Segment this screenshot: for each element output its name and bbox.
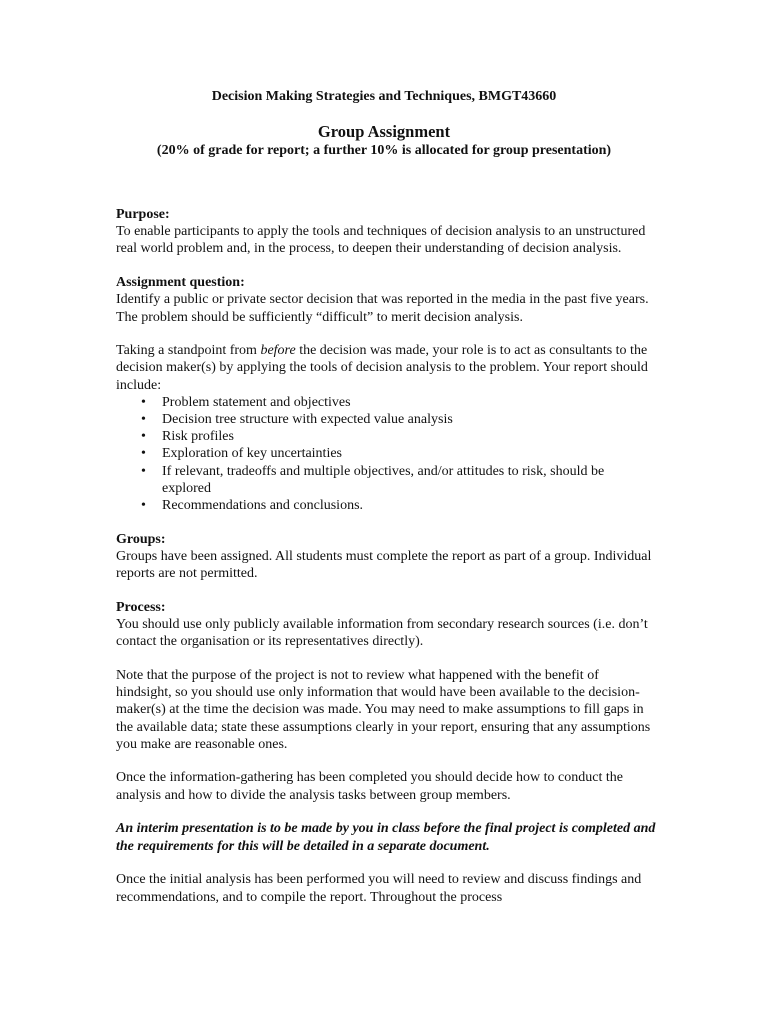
list-item: • Risk profiles bbox=[162, 428, 656, 445]
report-requirements-list bbox=[116, 394, 656, 514]
process-paragraph-1: You should use only publicly available information from secondary research sources (i.e. don’t contact the organisation or its representatives directly). bbox=[116, 617, 648, 650]
standpoint-text-end: the decision was made, your role is to act as consultants to the decision maker(s) by applying the tools of decision analysis to the problem. Your report should include: bbox=[116, 343, 648, 393]
list-item: • Exploration of key uncertainties bbox=[162, 445, 656, 462]
process-paragraph-4: Once the initial analysis has been performed you will need to review and discuss findings and recommendations, and to compile the report. Throughout the process bbox=[116, 872, 642, 905]
page-title: Group Assignment bbox=[317, 122, 451, 141]
groups-text: Groups have been assigned. All students must complete the report as part of a group. Individual reports are not permitted. bbox=[116, 548, 652, 582]
document-body bbox=[116, 206, 656, 922]
interim-presentation-note: An interim presentation is to be made by you in class before the final project is completed and the requirements for this will be detailed in a separate document. bbox=[116, 821, 656, 854]
groups-heading: Groups: bbox=[116, 531, 166, 547]
page-subtitle: (20% of grade for report; a further 10% is allocated for group presentation) bbox=[156, 143, 612, 158]
process-heading: Process: bbox=[116, 599, 166, 615]
purpose-text: To enable participants to apply the tools and techniques of decision analysis to an unstructured real world problem and, in the process, to deepen their understanding of decision analysis. bbox=[116, 224, 646, 257]
list-item: • Decision tree structure with expected value analysis bbox=[162, 411, 656, 428]
assignment-question-heading: Assignment question: bbox=[116, 275, 245, 291]
list-item: • If relevant, tradeoffs and multiple objectives, and/or attitudes to risk, should be explored bbox=[162, 463, 656, 497]
process-paragraph-3: Once the information-gathering has been completed you should decide how to conduct the analysis and how to divide the analysis tasks between group members. bbox=[116, 770, 623, 803]
purpose-heading: Purpose: bbox=[116, 207, 170, 222]
list-item: • Problem statement and objectives bbox=[162, 394, 656, 411]
standpoint-paragraph bbox=[116, 342, 656, 394]
list-item: • Recommendations and conclusions. bbox=[162, 497, 656, 514]
course-title: Decision Making Strategies and Techniques, BMGT43660 bbox=[211, 89, 557, 104]
process-paragraph-2: Note that the purpose of the project is not to review what happened with the benefit of hindsight, so you should use only information that would have been available to the decision-maker(s) at the time the decision was made. You may need to make assumptions to fill gaps in the available data; state these assumptions clearly in your report, ensuring that any assumptions you make are reasonable ones. bbox=[116, 667, 651, 752]
assignment-question-text: Identify a public or private sector decision that was reported in the media in the past five years. The problem should be sufficiently “difficult” to merit decision analysis. bbox=[116, 292, 649, 325]
standpoint-text-start: Taking a standpoint from bbox=[116, 343, 261, 359]
standpoint-italic-word: before bbox=[260, 343, 296, 359]
